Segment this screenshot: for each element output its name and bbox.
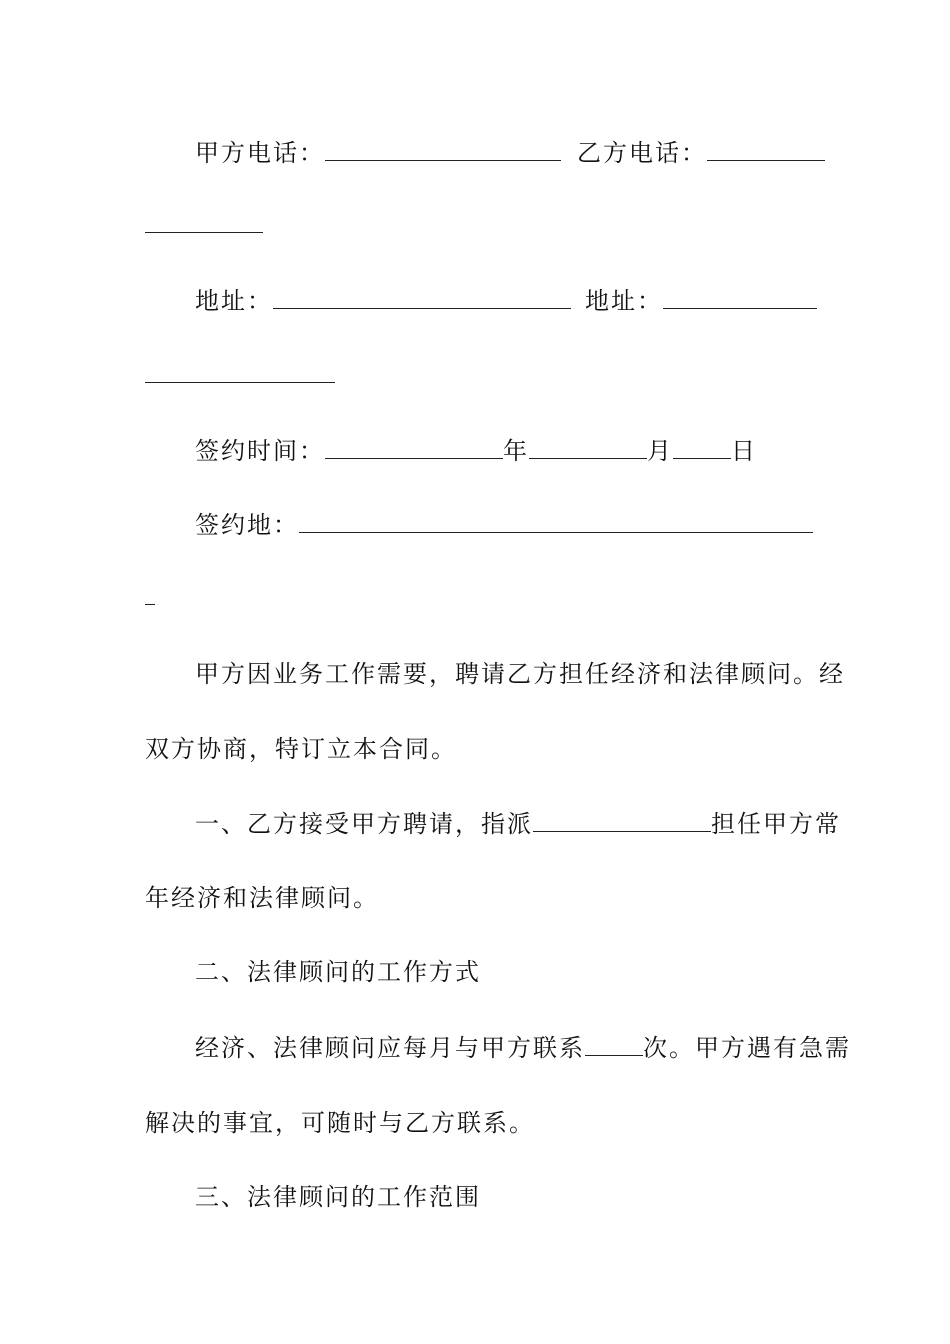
address-field-b[interactable] [663, 284, 817, 309]
clause-2-title: 二、法律顾问的工作方式 [195, 958, 481, 986]
party-b-phone-field-continued[interactable] [145, 208, 263, 233]
sign-year-field[interactable] [325, 434, 503, 459]
address-field-a[interactable] [273, 284, 571, 309]
party-a-phone-row [195, 136, 825, 170]
party-b-phone-field-continued-row [145, 208, 263, 242]
address-field-b-continued[interactable] [145, 358, 335, 383]
clause-3-title: 三、法律顾问的工作范围 [195, 1183, 481, 1211]
address-row [195, 284, 817, 318]
address-label-b: 地址： [585, 287, 663, 315]
day-label: 日 [731, 437, 757, 465]
party-b-phone-field[interactable] [707, 136, 825, 161]
year-label: 年 [503, 437, 529, 465]
clause-2-end: 次。甲方遇有急需 [643, 1034, 851, 1062]
party-b-phone-label: 乙方电话： [577, 139, 707, 167]
sign-place-label: 签约地： [195, 511, 299, 539]
sign-place-row [195, 508, 813, 542]
sign-place-field-continued[interactable] [145, 580, 155, 605]
sign-day-field[interactable] [673, 434, 731, 459]
intro-line-2: 双方协商，特订立本合同。 [145, 735, 457, 763]
sign-time-label: 签约时间： [195, 437, 325, 465]
appointee-field[interactable] [533, 807, 711, 832]
clause-1-start: 一、乙方接受甲方聘请，指派 [195, 810, 533, 838]
sign-place-field-continued-row [145, 580, 155, 614]
address-label-a: 地址： [195, 287, 273, 315]
sign-month-field[interactable] [529, 434, 647, 459]
intro-line-1: 甲方因业务工作需要，聘请乙方担任经济和法律顾问。经 [195, 660, 845, 688]
sign-place-field[interactable] [299, 508, 813, 533]
party-a-phone-field[interactable] [325, 136, 561, 161]
address-field-b-continued-row [145, 358, 335, 392]
clause-2-line-2: 解决的事宜，可随时与乙方联系。 [145, 1109, 535, 1137]
contact-frequency-field[interactable] [585, 1031, 643, 1056]
sign-time-row [195, 434, 757, 468]
clause-1-row [195, 807, 841, 841]
clause-2-row [195, 1031, 851, 1065]
clause-1-end: 担任甲方常 [711, 810, 841, 838]
month-label: 月 [647, 437, 673, 465]
clause-1-line-2: 年经济和法律顾问。 [145, 884, 379, 912]
clause-2-start: 经济、法律顾问应每月与甲方联系 [195, 1034, 585, 1062]
party-a-phone-label: 甲方电话： [195, 139, 325, 167]
